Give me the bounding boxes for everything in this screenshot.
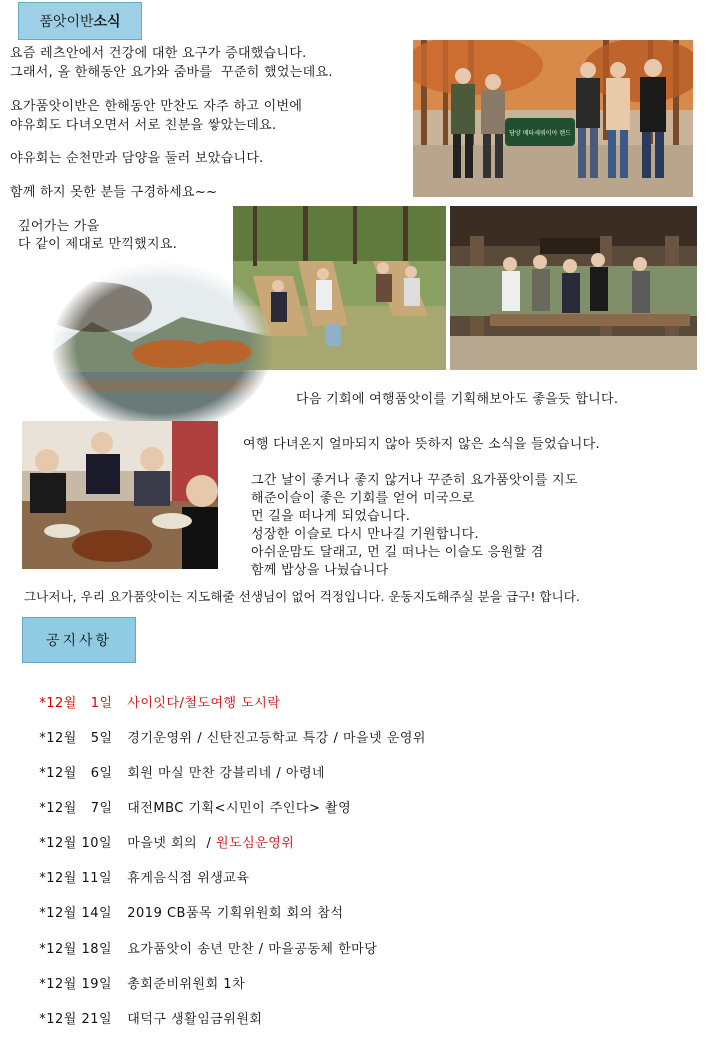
schedule-item (30, 993, 262, 1029)
news-line-4: 먼 길을 떠나게 되었습니다. (251, 509, 411, 524)
autumn-line-1: 깊어가는 가을 (18, 219, 100, 234)
schedule-text: 회원 마실 만찬 강블리네 / 아령네 (127, 766, 326, 781)
schedule-date: *12월 21일 (39, 1012, 113, 1027)
section-title-bold: 소식 (93, 14, 121, 30)
notice-title: 공지사항 (22, 617, 136, 663)
intro-line-3: 요가품앗이반은 한해동안 만찬도 자주 하고 이번에 (10, 99, 303, 114)
schedule-text: 총회준비위원회 1차 (127, 977, 246, 992)
schedule-item (30, 887, 344, 923)
schedule-item (30, 817, 294, 853)
section-title (18, 2, 142, 40)
schedule-item (30, 712, 426, 748)
schedule-text: 사이잇다/철도여행 도시락 (127, 696, 281, 711)
pavilion-photo (450, 206, 697, 370)
schedule-date: *12월 14일 (39, 906, 113, 921)
intro-line-1: 요즘 레츠안에서 건강에 대한 요구가 증대했습니다. (10, 46, 307, 61)
schedule-text: 2019 CB품목 기획위원회 회의 참석 (127, 906, 344, 921)
news-line-6: 아쉬운맘도 달래고, 먼 길 떠나는 이슬도 응원할 겸 (251, 545, 544, 560)
intro-line-2: 그래서, 올 한해동안 요가와 줌바를 꾸준히 했었는데요. (10, 65, 333, 80)
news-line-5: 성장한 이슬로 다시 만나길 기원합니다. (251, 527, 479, 542)
schedule-text-highlight: 원도심운영위 (215, 836, 295, 851)
schedule-date: *12월 7일 (39, 801, 113, 816)
schedule-item (30, 677, 280, 713)
news-line-7: 함께 밥상을 나눴습니다 (251, 563, 389, 578)
schedule-date: *12월 6일 (39, 766, 113, 781)
intro-line-5: 야유회는 순천만과 담양을 둘러 보았습니다. (10, 151, 264, 166)
park-sign-text: 담양 메타세쿼이아 랜드 (509, 130, 571, 137)
schedule-text: 휴게음식점 위생교육 (127, 871, 250, 886)
schedule-item (30, 747, 325, 783)
group-photo-park (413, 40, 693, 197)
autumn-line-2: 다 같이 제대로 만끽했지요. (18, 237, 178, 252)
schedule-date: *12월 19일 (39, 977, 113, 992)
schedule-text: 요가품앗이 송년 만찬 / 마을공동체 한마당 (127, 942, 378, 957)
schedule-date: *12월 18일 (39, 942, 113, 957)
schedule-date: *12월 11일 (39, 871, 113, 886)
schedule-text: 마을넷 회의 / (127, 836, 216, 851)
section-title-plain: 품앗이반 (39, 14, 94, 30)
dinner-selfie-photo (22, 421, 218, 569)
schedule-item (30, 958, 245, 994)
next-trip-text: 다음 기회에 여행품앗이를 기획해보아도 좋을듯 합니다. (296, 392, 619, 407)
schedule-item (30, 782, 351, 818)
news-line-1: 여행 다녀온지 얼마되지 않아 뜻하지 않은 소식을 들었습니다. (243, 437, 600, 452)
lake-photo (52, 262, 272, 432)
schedule-text: 대덕구 생활임금위원회 (127, 1012, 263, 1027)
schedule-item (30, 852, 249, 888)
schedule-date: *12월 1일 (39, 696, 113, 711)
schedule-text: 대전MBC 기획<시민이 주인다> 촬영 (127, 801, 352, 816)
concern-text: 그나저나, 우리 요가품앗이는 지도해줄 선생님이 없어 걱정입니다. 운동지도해주실 분을 급구! 합니다. (24, 589, 580, 604)
schedule-item (30, 923, 377, 959)
news-line-2: 그간 날이 좋거나 좋지 않거나 꾸준히 요가품앗이를 지도 (251, 473, 578, 488)
intro-line-4: 야유회도 다녀오면서 서로 친분을 쌓았는데요. (10, 118, 277, 133)
schedule-date: *12월 5일 (39, 731, 113, 746)
news-line-3: 해준이슬이 좋은 기회를 얻어 미국으로 (251, 491, 475, 506)
intro-line-6: 함께 하지 못한 분들 구경하세요~~ (10, 185, 218, 200)
schedule-date: *12월 10일 (39, 836, 113, 851)
schedule-text: 경기운영위 / 신탄진고등학교 특강 / 마을넷 운영위 (127, 731, 426, 746)
